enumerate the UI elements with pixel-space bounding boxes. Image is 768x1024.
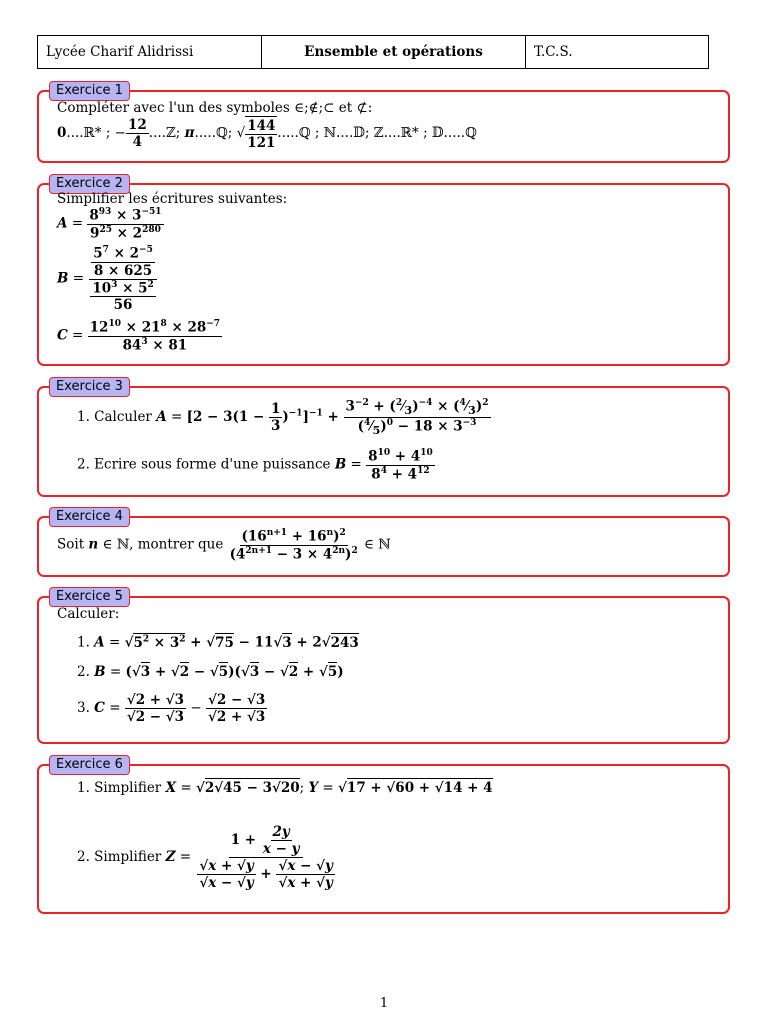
exercise-4-tag: Exercice 4 [49,507,130,527]
page-number: 1 [379,996,389,1011]
sheet-title: Ensemble et opérations [262,36,526,68]
exercise-6-q2: 2. Simplifier Z = 1 + $\frac{2y}{x - y}$ $\frac{√x + √y}{√x - √y}$ + $\frac{√x - √y}{√x + √y}$ [77,824,333,891]
header-table [37,35,709,69]
exercise-4-text: Soit [57,536,85,553]
exercise-6-q1-label: 1. Simplifier [77,780,162,796]
exercise-6-q1: 1. Simplifier X = √2√45 − 3√20; Y = √17 + √60 + √14 + 4 [77,780,493,796]
class-level: T.C.S. [534,44,573,60]
exercise-3-tag: Exercice 3 [49,377,130,397]
exercise-4 [37,509,730,577]
expression-b: B = $\frac{\frac{5^7 \times 2^{-5}}{8 \times 625}}{\frac{10^3 \times 5^2}{56}}$ [57,245,158,313]
exercise-6-q2-label: 2. Simplifier [77,849,162,865]
exercise-5-instruction: Calculer: [57,606,120,622]
exercise-2-instruction: Simplifier les écritures suivantes: [57,191,288,207]
exercise-1-instruction: Compléter avec l'un des symboles ∈;∉;⊂ et ⊄: [57,100,373,116]
exercise-4-statement: Soit n ∈ ℕ, montrer que $\frac{(16^{n+1} + 16^n)^2}{(4^{2n+1} - 3 \times 4^{2n})^2}$ ∈ ℕ [57,528,391,562]
exercise-5-tag: Exercice 5 [49,587,130,607]
exercise-5-q3: 3. C = $\frac{√2 + √3}{√2 - √3}$ − $\frac{√2 - √3}{√2 + √3}$ [77,692,266,725]
exercise-1 [37,83,730,163]
expression-c: C = $\frac{12^{10} \times 21^8 \times 28^{-7}}{84^3 \times 81}$ [57,319,221,353]
exercise-2 [37,176,730,366]
exercise-3 [37,379,730,497]
exercise-1-tag: Exercice 1 [49,81,130,101]
exercise-3-q2-label: 2. Ecrire sous forme d'une puissance [77,456,331,473]
school-name: Lycée Charif Alidrissi [38,36,262,68]
expression-a: A = $\frac{8^{93} \times 3^{-51}}{9^{25} \times 2^{280}}$ [57,207,162,241]
exercise-6-tag: Exercice 6 [49,755,130,775]
exercise-3-q1: 1. Calculer A = [2 − 3(1 − $\frac{1}{3}$ )$^{-1}$]$^{-1}$ + $\frac{3^{-2} + (^2⁄_3)^{-4} \times (^4⁄_3)^2}{(^4⁄_5)^0 - 18 \times 3^{-3}}$ [77,398,489,438]
exercise-5 [37,589,730,744]
exercise-5-q2: 2. B = (√3 + √2 − √5)(√3 − √2 + √5) [77,664,344,680]
exercise-3-q1-label: 1. Calculer [77,409,152,426]
exercise-1-items: 0....ℝ* ; − $\frac{12}{4}$ ....ℤ; π.....ℚ; √ $\frac{144}{121}$ .....ℚ ; ℕ....𝔻; ℤ....ℝ* ; 𝔻.....ℚ [57,117,477,151]
exercise-2-tag: Exercice 2 [49,174,130,194]
exercise-4-text-2: ∈ ℕ, montrer que [102,536,224,553]
exercise-3-q2: 2. Ecrire sous forme d'une puissance B = $\frac{8^{10} + 4^{10}}{8^4 + 4^{12}}$ [77,448,433,482]
exercise-6 [37,757,730,914]
exercise-5-q1: 1. $A = √5^2 \times 3^2 + √75 - 11√3 + 2√243$ [77,634,359,651]
